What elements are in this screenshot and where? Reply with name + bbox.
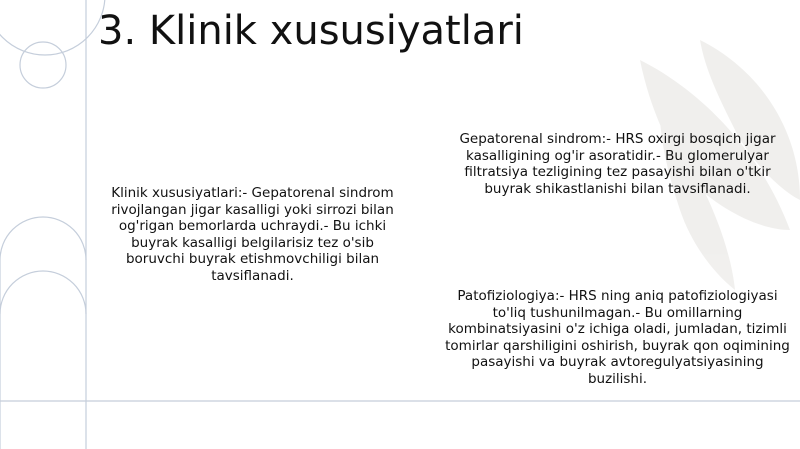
small-circle-outline xyxy=(20,42,66,88)
hepatorenal-syndrome-text: Gepatorenal sindrom:- HRS oxirgi bosqich jigar kasalligining og'ir asoratidir.- Bu glomerulyar filtratsiya tezligining tez pasayishi bilan o'tkir buyrak shikastlanishi bilan tavsiflanadi. xyxy=(459,131,776,197)
arch-upper xyxy=(0,217,86,260)
arch-lower xyxy=(0,271,86,314)
large-circle-outline xyxy=(0,0,105,55)
pathophysiology-text: Patofiziologiya:- HRS ning aniq patofiziologiyasi to'liq tushunilmagan.- Bu omillarning kombinatsiyasini o'z ichiga oladi, jumladan, tizimli tomirlar qarshiligini oshirish, buyrak qon oqimining pasayishi va buyrak avtoregulyatsiyasining buzilishi. xyxy=(445,288,790,387)
slide-title: 3. Klinik xususiyatlari xyxy=(98,8,524,54)
clinical-features-text: Klinik xususiyatlari:- Gepatorenal sindrom rivojlangan jigar kasalligi yoki sirrozi bilan og'rigan bemorlarda uchraydi.- Bu ichki buyrak kasalligi belgilarisiz tez o'sib boruvchi buyrak etishmovchiligi bilan tavsiflanadi. xyxy=(111,185,394,284)
